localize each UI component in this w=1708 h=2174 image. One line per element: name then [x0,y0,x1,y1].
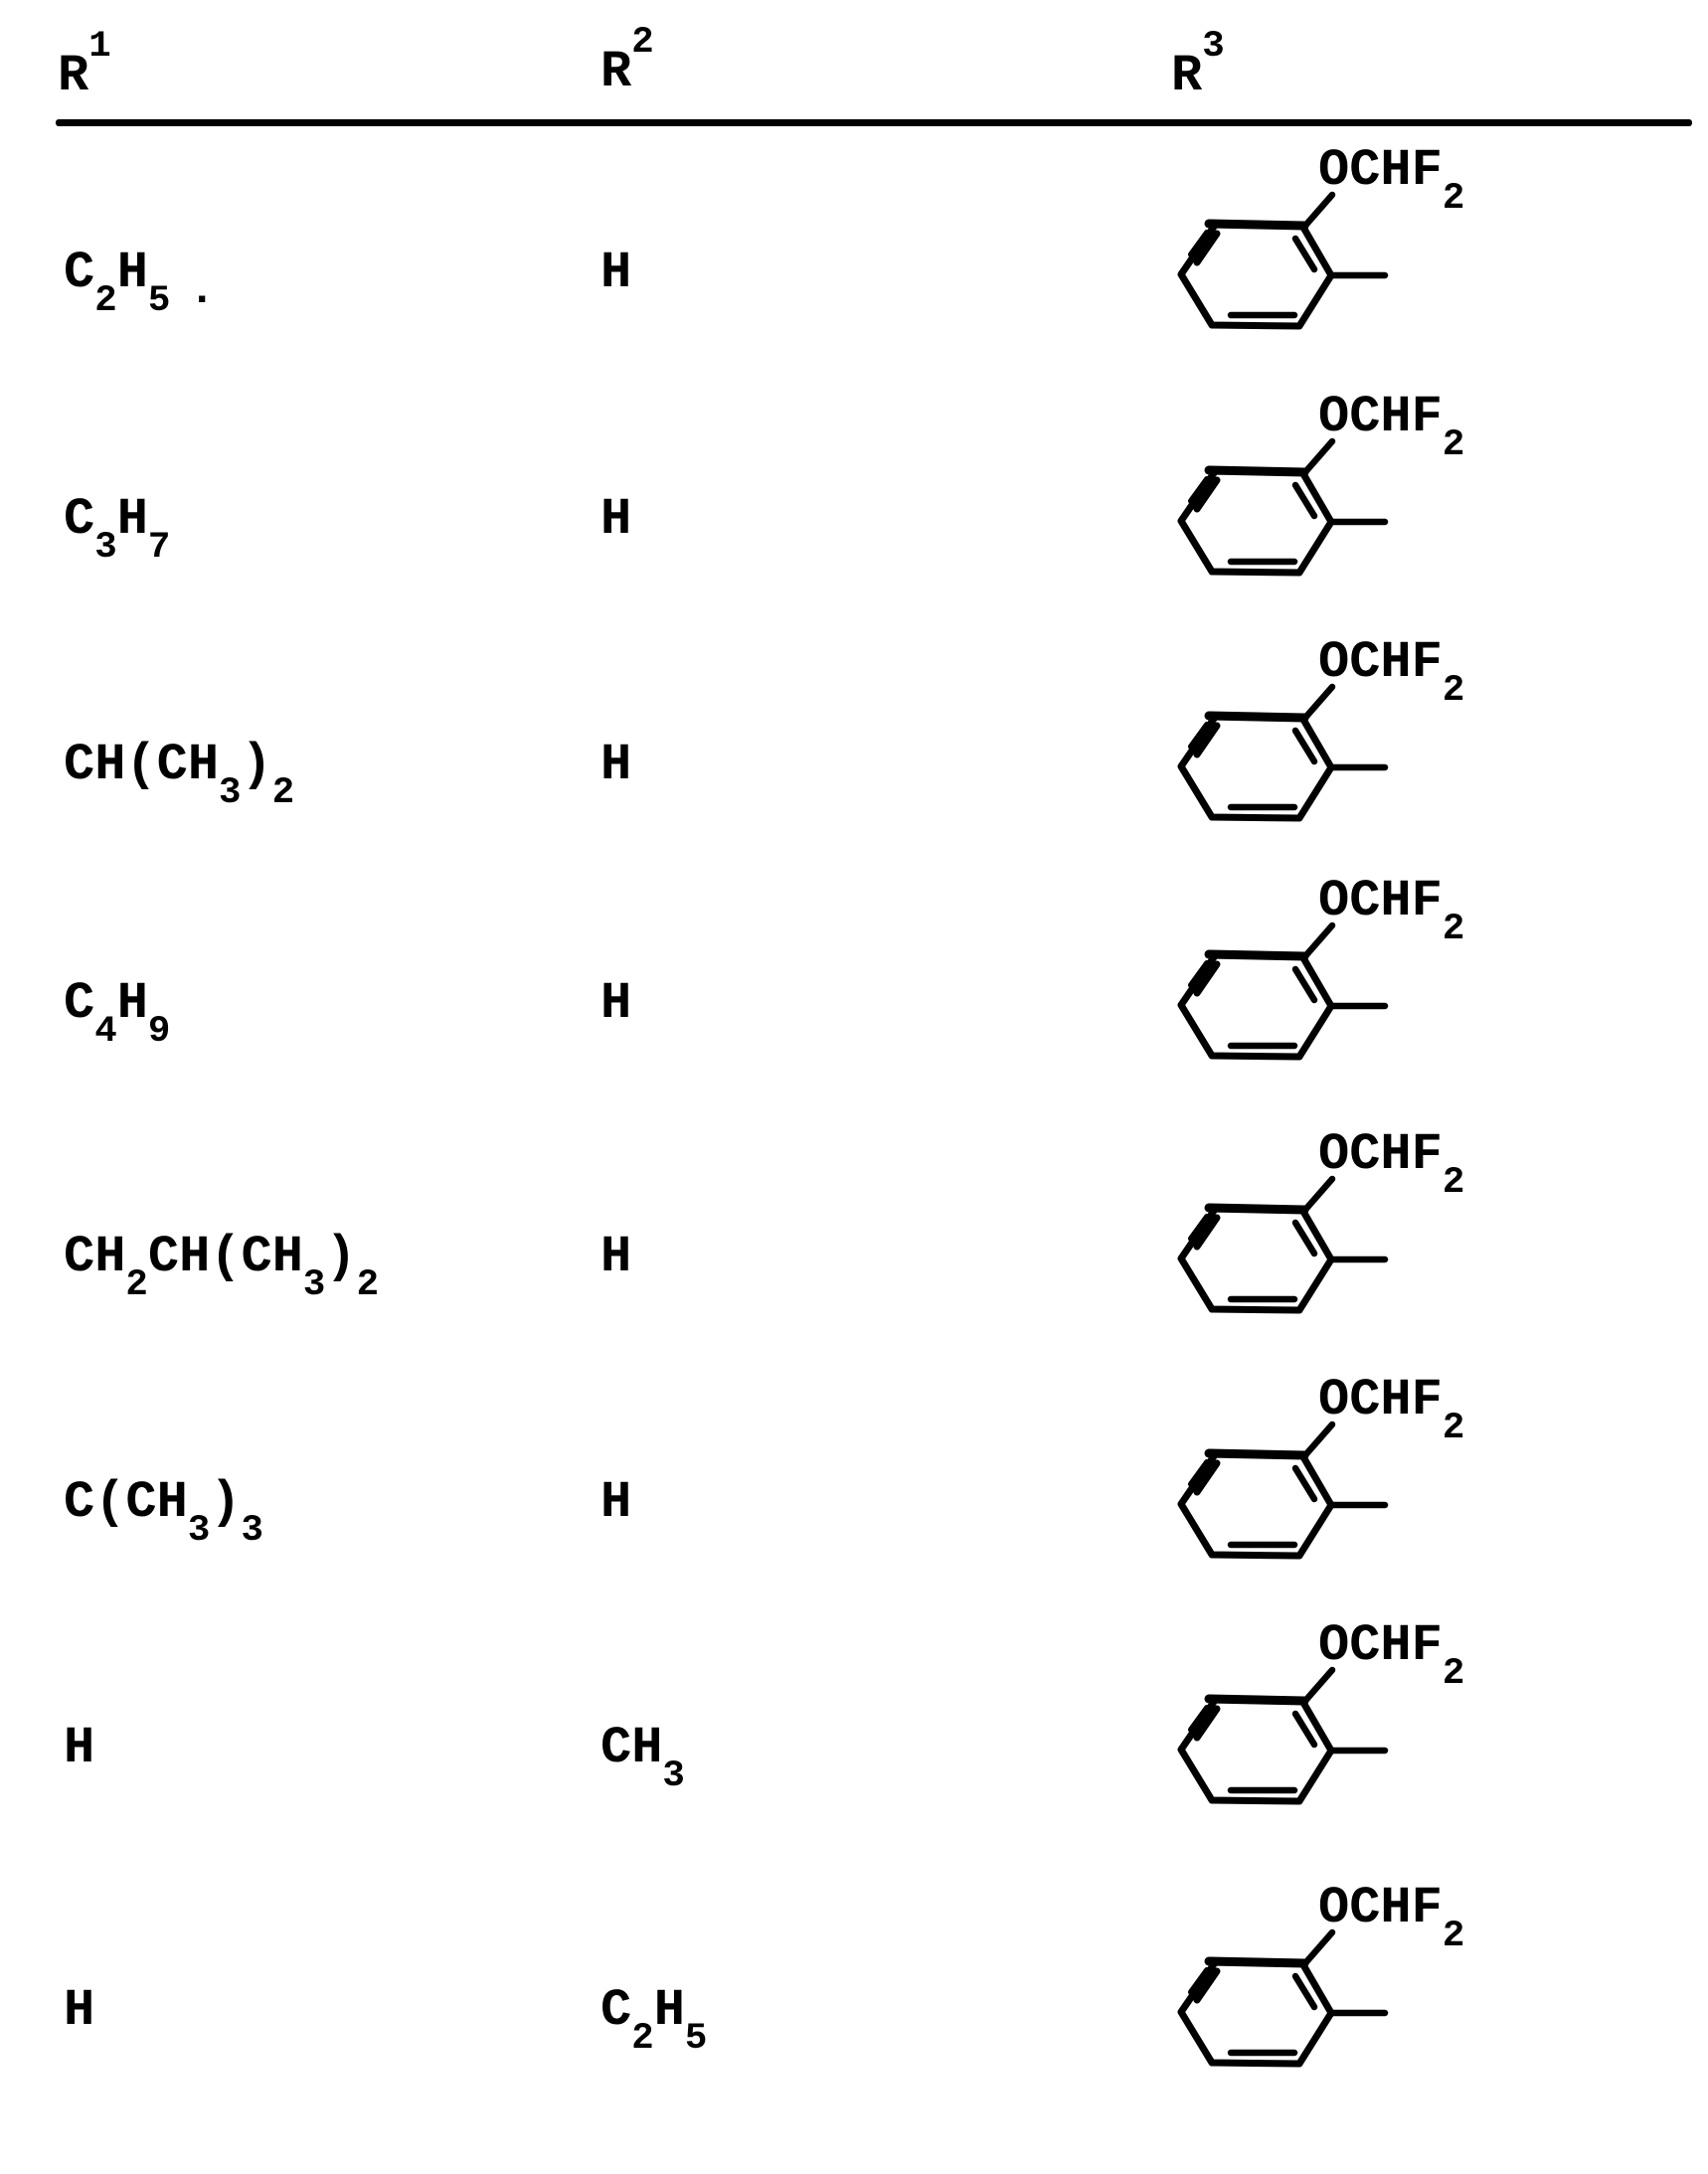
cell-r2: $C_2H_5$ [600,1981,708,2061]
ochf2-label: $OCHF_2$ [1318,1616,1465,1696]
cell-r1: $CH_2CH(CH_3)_2$ [64,1228,380,1307]
cell-r1: $C_4H_9$ [64,974,171,1054]
benzene-ring-structure [1143,872,1465,1123]
benzene-ring-drawing [1143,671,1402,840]
cell-r2: H [600,736,632,794]
benzene-ring-structure [1143,1125,1465,1377]
benzene-ring-structure [1143,1371,1465,1622]
cell-r2: H [600,1473,632,1532]
cell-r2: H [600,1228,632,1286]
ochf2-label: $OCHF_2$ [1318,633,1465,713]
benzene-ring-structure [1143,1616,1465,1868]
cell-r1: $C(CH_3)_3$ [64,1473,263,1553]
benzene-ring-drawing [1143,1163,1402,1332]
ochf2-label: $OCHF_2$ [1318,1879,1465,1958]
benzene-ring-drawing [1143,1917,1402,2086]
benzene-ring-drawing [1143,1409,1402,1578]
cell-r2: H [600,974,632,1033]
benzene-ring-structure [1143,633,1465,885]
column-header-r1: $R^1$ [58,25,111,105]
benzene-ring-drawing [1143,910,1402,1079]
ochf2-label: $OCHF_2$ [1318,141,1465,221]
cell-r1: $C_3H_7$ [64,490,171,570]
ochf2-label: $OCHF_2$ [1318,872,1465,951]
cell-r2: $CH_3$ [600,1719,685,1798]
column-header-r2: $R^2$ [600,21,654,101]
benzene-ring-structure [1143,1879,1465,2130]
benzene-ring-drawing [1143,425,1402,594]
benzene-ring-structure [1143,141,1465,393]
cell-r1: H [64,1719,95,1777]
ochf2-label: $OCHF_2$ [1318,1125,1465,1205]
cell-r1: $CH(CH_3)_2$ [64,736,295,815]
ochf2-label: $OCHF_2$ [1318,1371,1465,1450]
ochf2-label: $OCHF_2$ [1318,388,1465,467]
cell-r1: H [64,1981,95,2040]
cell-r2: H [600,244,632,302]
benzene-ring-structure [1143,388,1465,639]
benzene-ring-drawing [1143,179,1402,348]
table-row [0,1879,1708,2174]
cell-r1: $C_2H_5$ [64,244,171,323]
column-header-r3: $R^3$ [1171,25,1225,105]
stray-period: . [189,266,216,316]
header-rule [56,119,1692,126]
cell-r2: H [600,490,632,549]
benzene-ring-drawing [1143,1654,1402,1823]
